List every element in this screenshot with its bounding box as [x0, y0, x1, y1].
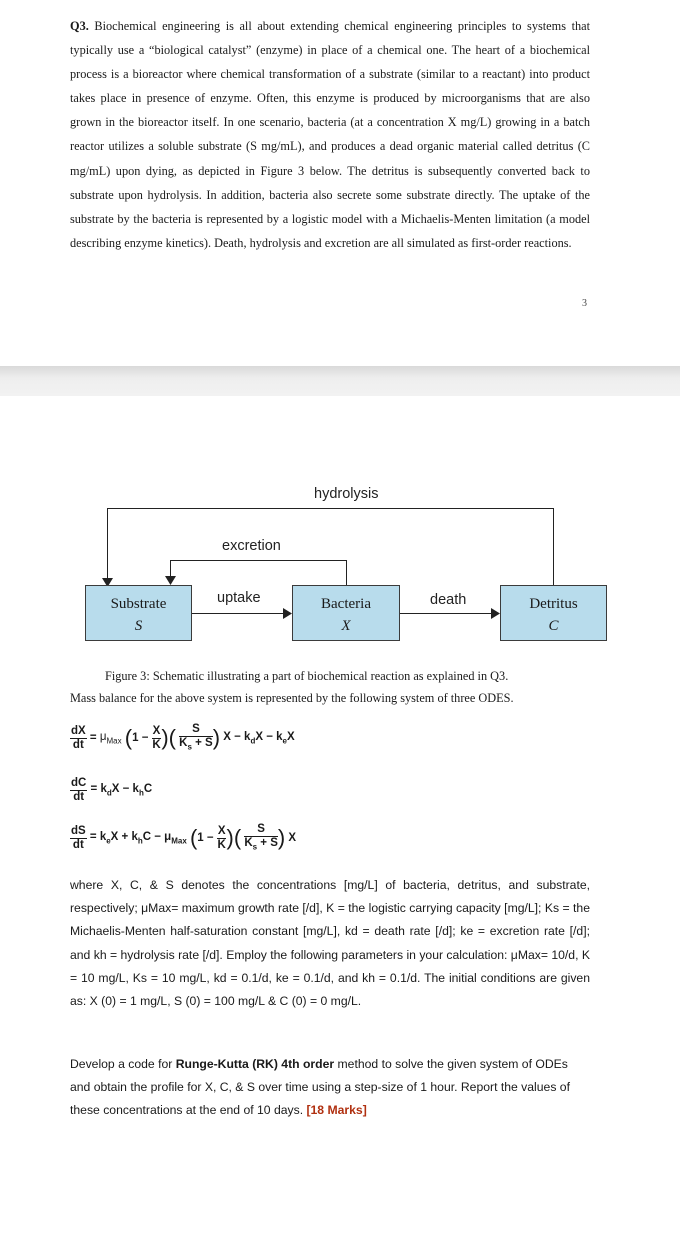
death-line	[400, 613, 492, 614]
hydrolysis-left-line	[107, 508, 108, 585]
eq1-mu-sub: Max	[106, 736, 122, 746]
eq2-kh-sub: h	[138, 788, 144, 798]
uptake-arrowhead	[283, 608, 293, 620]
eq2-lhs-num: dC	[71, 777, 87, 789]
mass-balance-text: Mass balance for the above system is represented by the following system of three ODES.	[70, 691, 514, 705]
eq1-plus-s: + S	[191, 737, 213, 749]
substrate-symbol: S	[134, 618, 143, 634]
detritus-name: Detritus	[529, 596, 578, 612]
eq3-s-num: S	[244, 823, 278, 837]
eq3-mu-sub: Max	[171, 836, 187, 846]
death-label: death	[430, 592, 467, 608]
task-paragraph	[70, 1053, 590, 1123]
eq3-ke-sub: e	[106, 836, 111, 846]
death-arrowhead	[491, 608, 501, 620]
task-pre: Develop a code for	[70, 1057, 176, 1071]
bacteria-symbol: X	[341, 618, 351, 634]
eq2-lhs-den: dt	[73, 791, 85, 803]
eq3-rhs: = k	[89, 831, 107, 843]
eq3-end: X	[288, 832, 297, 845]
eq1-ks-sub: s	[187, 742, 192, 752]
figure-caption: Figure 3: Schematic illustrating a part of biochemical reaction as explained in Q3.	[105, 669, 509, 683]
hydrolysis-right-line	[553, 508, 554, 585]
eq1-x-num: X	[152, 724, 161, 737]
task-marks: [18 Marks]	[306, 1103, 367, 1118]
eq2-kd-sub: d	[106, 788, 112, 798]
eq1-lhs-den: dt	[72, 738, 84, 751]
eq1-one-minus: 1 −	[132, 732, 149, 745]
task-post: method to solve the given system of ODEs and obtain the profile for X, C, & S over time using a step-size of 1 hour. Report the values of these concentrations at the end of 10 days.	[70, 1057, 570, 1118]
reaction-diagram	[0, 470, 680, 660]
eq1-lhs-num: dX	[71, 724, 86, 737]
eq1-mu: μ	[99, 731, 107, 743]
where-paragraph: where X, C, & S denotes the concentrations [mg/L] of bacteria, detritus, and substrate, respectively; μMax= maximum growth rate [/d], K = the logistic carrying capacity [mg/L]; Ks = the Michaelis-Menten half-saturation constant [mg/L], kd = death rate [/d]; ke = excretion rate [/d]; and kh = hydrolysis rate [/d]. Employ the following parameters in your calculation: μMax= 10/d, K = 10 mg/L, Ks = 10 mg/L, kd = 0.1/d, ke = 0.1/d, and kh = 0.1/d. The initial conditions are given as: X (0) = 1 mg/L, S (0) = 100 mg/L & C (0) = 0 mg/L.	[70, 878, 590, 1009]
eq1-kd-sub: d	[250, 736, 256, 746]
question-paragraph	[70, 14, 590, 255]
excretion-top-line	[170, 560, 347, 561]
eq1-tail3: X	[286, 731, 295, 743]
excretion-label: excretion	[222, 538, 281, 554]
hydrolysis-top-line	[107, 508, 554, 509]
detritus-symbol: C	[548, 618, 559, 634]
eq2-mid: X − k	[111, 783, 139, 796]
uptake-label: uptake	[217, 590, 261, 606]
eq3-k-den: K	[217, 838, 226, 851]
excretion-right-line	[346, 560, 347, 585]
equation-dc-dt	[70, 777, 152, 804]
question-label: Q3.	[70, 19, 89, 33]
equation-dx-dt: $\frac{dX}{dt}$ = $\mu_{Max}$ (1 − $\frac{X}{K}$ )( $\frac{S}{K_s + S}$ ) $X - k_dX - k_eX$	[71, 723, 295, 752]
uptake-line	[192, 613, 284, 614]
eq3-lhs-num: dS	[71, 824, 86, 837]
eq3-mid: X + k	[110, 831, 138, 843]
eq3-ks: K	[244, 837, 253, 849]
eq2-rhs: = k	[90, 783, 107, 796]
eq3-kh-sub: h	[137, 836, 143, 846]
bacteria-name: Bacteria	[321, 596, 371, 612]
eq1-ks: K	[179, 737, 188, 749]
bacteria-box	[292, 585, 400, 641]
eq1-s-num: S	[179, 723, 213, 737]
page-separator	[0, 366, 680, 396]
eq1-tail2: X − k	[255, 731, 283, 743]
task-method: Runge-Kutta (RK) 4th order	[175, 1057, 335, 1071]
substrate-name: Substrate	[110, 596, 167, 612]
eq3-plus-s: + S	[257, 837, 278, 849]
substrate-box	[85, 585, 192, 641]
eq3-mid2: C − μ	[142, 831, 172, 843]
equation-ds-dt: $\frac{dS}{dt}$ = $k_eX + k_hC - \mu_{Max}$ (1 − $\frac{X}{K}$ )( $\frac{S}{K_s + S}$ ) X	[71, 823, 297, 852]
eq1-k-den: K	[152, 738, 161, 751]
eq3-one-minus: 1 −	[197, 832, 214, 845]
eq3-lhs-den: dt	[72, 838, 84, 851]
eq3-x-num: X	[217, 824, 226, 837]
eq2-end: C	[143, 783, 153, 796]
page-number: 3	[582, 298, 587, 309]
page-one	[0, 0, 680, 366]
detritus-box	[500, 585, 607, 641]
eq1-ke-sub: e	[282, 736, 287, 746]
eq1-tail: X − k	[223, 731, 251, 743]
question-text: Biochemical engineering is all about extending chemical engineering principles to systems that typically use a “biological catalyst” (enzyme) in place of a chemical one. The heart of a biochemical process is a bioreactor where chemical transformation of a substrate (similar to a reactant) into product takes place in presence of enzyme. Often, this enzyme is produced by microorganisms that are also grown in the bioreactor itself. In one scenario, bacteria (at a concentration X mg/L) growing in a batch reactor utilizes a soluble substrate (S mg/mL), and produces a dead organic material called detritus (C mg/mL) upon dying, as depicted in Figure 3 below. The detritus is subsequently converted back to substrate upon hydrolysis. In addition, bacteria also secrete some substrate directly. The uptake of the substrate by the bacteria is represented by a logistic model with a Michaelis-Menten limitation (a model describing enzyme kinetics). Death, hydrolysis and excretion are all simulated as first-order reactions.	[70, 19, 591, 250]
eq3-ks-sub: s	[252, 842, 258, 852]
hydrolysis-label: hydrolysis	[314, 486, 379, 502]
